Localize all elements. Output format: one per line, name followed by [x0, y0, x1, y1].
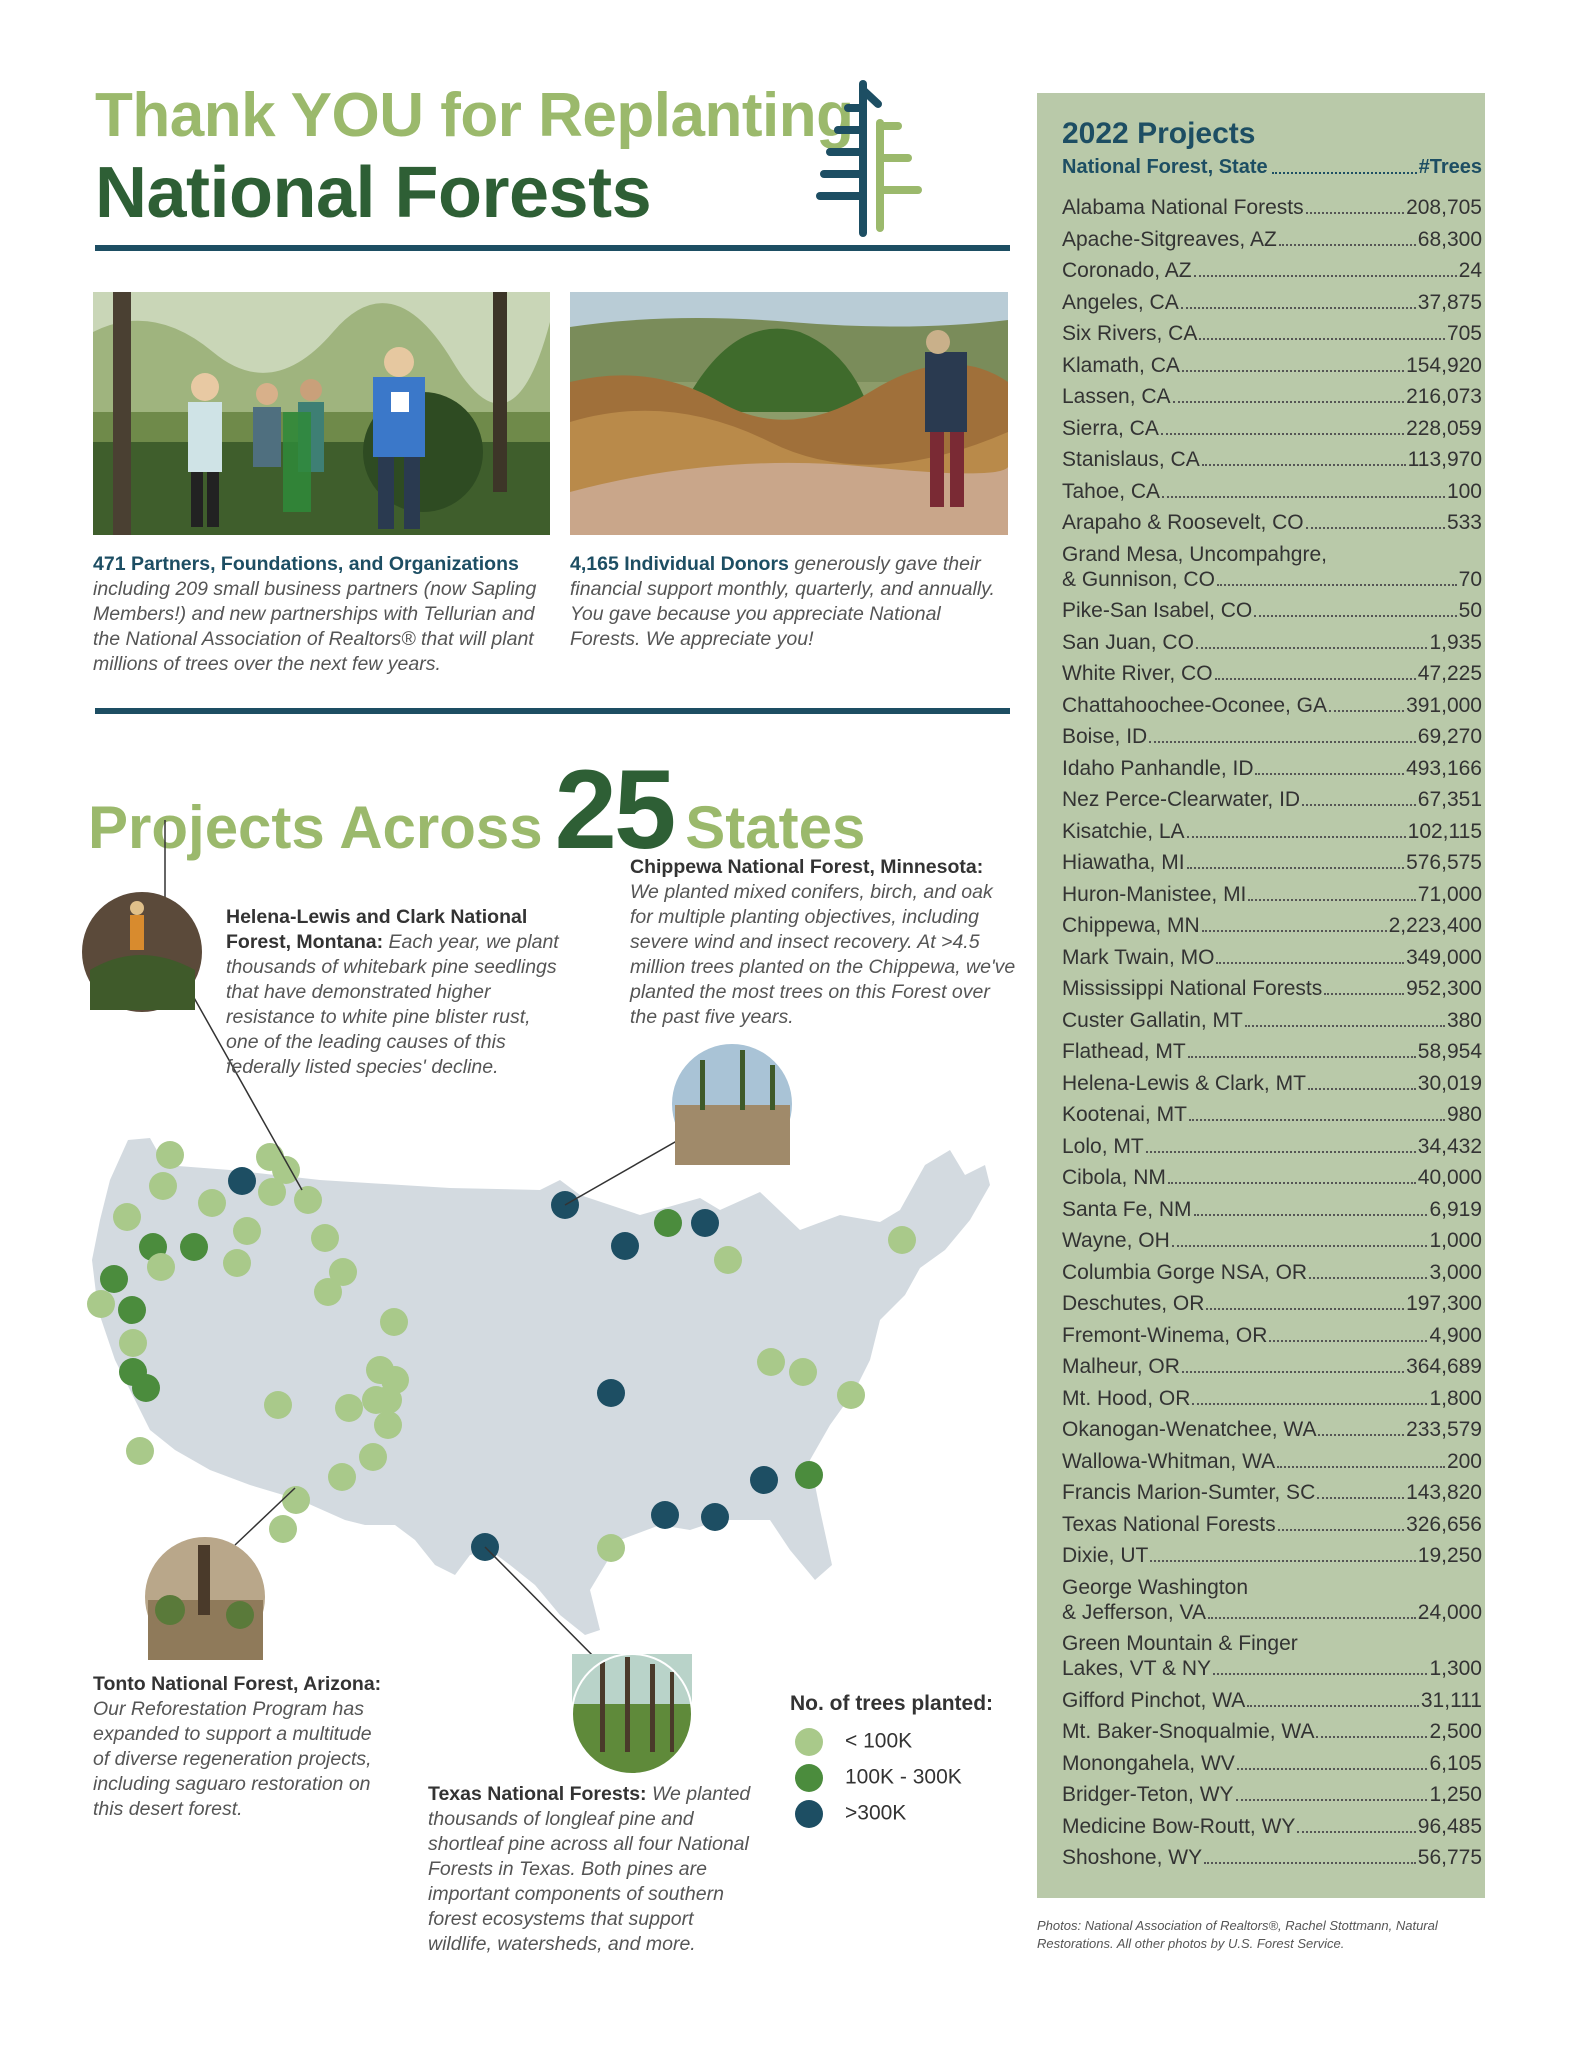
texas-body: We planted thousands of longleaf pine and shortleaf pine across all four National Forests in Texas. Both pines are important components of southern forest ecosystems that support wildlife, watersheds, and more.: [428, 1783, 751, 1955]
project-trees: 228,059: [1406, 416, 1482, 440]
project-trees: 24: [1458, 259, 1482, 282]
project-trees: 326,656: [1406, 1512, 1482, 1536]
project-trees: 143,820: [1406, 1481, 1482, 1504]
project-trees: 391,000: [1406, 693, 1482, 717]
forest-location-dot: [269, 1515, 297, 1543]
project-row: [1062, 479, 1482, 504]
forest-location-dot: [380, 1308, 408, 1336]
project-row: [1062, 1071, 1482, 1096]
project-trees: 40,000: [1417, 1166, 1482, 1189]
project-name: & Gunnison, CO: [1062, 567, 1215, 591]
forest-location-dot: [132, 1374, 160, 1402]
project-name: Lakes, VT & NY: [1062, 1657, 1212, 1680]
legend-dot-icon: [795, 1764, 823, 1792]
project-name: Bridger-Teton, WY: [1062, 1783, 1234, 1806]
project-name: Francis Marion-Sumter, SC: [1062, 1481, 1316, 1504]
project-trees: 102,115: [1407, 819, 1482, 843]
project-name: Lolo, MT: [1062, 1134, 1144, 1158]
project-trees: 6,105: [1429, 1751, 1482, 1775]
project-name: Columbia Gorge NSA, OR: [1062, 1260, 1308, 1284]
forest-location-dot: [714, 1246, 742, 1274]
forest-location-dot: [597, 1379, 625, 1407]
project-row: [1062, 882, 1482, 907]
project-row: [1062, 1102, 1482, 1127]
forest-location-dot: [118, 1296, 146, 1324]
project-name-line1: Grand Mesa, Uncompahgre,: [1062, 542, 1327, 566]
forest-location-dot: [149, 1172, 177, 1200]
project-trees: 4,900: [1429, 1323, 1482, 1347]
project-row: [1062, 1751, 1482, 1776]
project-name: Alabama National Forests: [1062, 196, 1304, 219]
tonto-body: Our Reforestation Program has expanded to support a multitude of diverse regeneration projects, including saguaro restoration on this desert forest.: [93, 1698, 372, 1820]
project-row: [1062, 1260, 1482, 1285]
project-trees: 47,225: [1417, 662, 1482, 685]
project-name: Mt. Baker-Snoqualmie, WA: [1062, 1720, 1315, 1743]
project-name: Fremont-Winema, OR: [1062, 1323, 1268, 1347]
project-trees: 208,705: [1406, 196, 1482, 219]
forest-location-dot: [156, 1141, 184, 1169]
project-trees: 100: [1446, 479, 1482, 503]
project-trees: 67,351: [1417, 788, 1482, 811]
project-trees: 2,500: [1429, 1720, 1482, 1743]
forest-location-dot: [233, 1217, 261, 1245]
project-trees: 2,223,400: [1388, 914, 1482, 937]
project-trees: 1,935: [1429, 630, 1482, 654]
project-name: Lassen, CA: [1062, 385, 1171, 408]
project-row: [1062, 258, 1482, 283]
project-row: [1062, 1008, 1482, 1033]
project-name-line1: Green Mountain & Finger: [1062, 1632, 1298, 1655]
project-row: [1062, 1165, 1482, 1190]
project-row: [1062, 693, 1482, 718]
project-trees: 71,000: [1417, 882, 1482, 906]
project-trees: 980: [1446, 1103, 1482, 1126]
project-trees: 58,954: [1417, 1040, 1482, 1063]
project-row: [1062, 510, 1482, 535]
project-row: [1062, 1291, 1482, 1316]
project-row: [1062, 598, 1482, 623]
project-trees: 233,579: [1406, 1418, 1482, 1441]
project-row: [1062, 1512, 1482, 1537]
project-trees: 533: [1446, 511, 1482, 534]
project-trees: 96,485: [1417, 1814, 1482, 1838]
project-name: Coronado, AZ: [1062, 259, 1192, 282]
projects-panel: [1037, 93, 1485, 1898]
project-row: [1062, 321, 1482, 346]
project-trees: 30,019: [1417, 1071, 1482, 1095]
forest-location-dot: [147, 1253, 175, 1281]
project-trees: 380: [1446, 1008, 1482, 1032]
column-forest: National Forest, State: [1062, 156, 1268, 178]
project-row: [1062, 1134, 1482, 1159]
panel-header: [1062, 156, 1482, 179]
project-name-line1: George Washington: [1062, 1575, 1248, 1599]
panel-title: 2022 Projects: [1062, 117, 1256, 150]
project-row: [1062, 1814, 1482, 1839]
project-trees: 68,300: [1417, 227, 1482, 251]
project-trees: 19,250: [1417, 1544, 1482, 1567]
project-name: Six Rivers, CA: [1062, 322, 1198, 345]
legend-dot-icon: [795, 1800, 823, 1828]
project-trees: 576,575: [1406, 851, 1482, 874]
project-row: [1062, 1688, 1482, 1713]
project-trees: 216,073: [1406, 385, 1482, 408]
chippewa-lead: Chippewa National Forest, Minnesota:: [630, 856, 984, 878]
header-divider: [95, 245, 1010, 251]
project-trees: 705: [1446, 322, 1482, 345]
legend-item-large: [795, 1800, 906, 1828]
project-name: Cibola, NM: [1062, 1166, 1166, 1189]
forest-location-dot: [335, 1394, 363, 1422]
forest-location-dot: [374, 1411, 402, 1439]
project-name: Mt. Hood, OR: [1062, 1386, 1191, 1410]
donors-lead: 4,165 Individual Donors: [570, 553, 789, 575]
project-row: [1062, 913, 1482, 938]
texas-callout: [428, 1782, 758, 1957]
project-row: [1062, 1039, 1482, 1064]
forest-location-dot: [100, 1265, 128, 1293]
section-divider: [95, 708, 1010, 714]
project-name: Texas National Forests: [1062, 1512, 1276, 1536]
forest-location-dot: [750, 1466, 778, 1494]
tonto-photo: [145, 1537, 265, 1660]
forest-location-dot: [789, 1358, 817, 1386]
title-line-1: Thank YOU for Replanting: [95, 81, 854, 150]
project-name: Flathead, MT: [1062, 1040, 1186, 1063]
project-row: [1062, 1631, 1482, 1681]
project-name: Tahoe, CA: [1062, 479, 1161, 503]
project-trees: 349,000: [1406, 945, 1482, 969]
forest-location-dot: [757, 1348, 785, 1376]
project-trees: 6,919: [1429, 1197, 1482, 1221]
project-name: Malheur, OR: [1062, 1355, 1180, 1378]
forest-location-dot: [258, 1178, 286, 1206]
project-row: [1062, 945, 1482, 970]
project-name: Huron-Manistee, MI: [1062, 882, 1247, 906]
project-trees: 34,432: [1417, 1134, 1482, 1158]
project-name: Monongahela, WV: [1062, 1751, 1235, 1775]
project-trees: 56,775: [1417, 1846, 1482, 1869]
project-name: Apache-Sitgreaves, AZ: [1062, 227, 1277, 251]
project-trees: 952,300: [1406, 977, 1482, 1000]
forest-location-dot: [597, 1534, 625, 1562]
project-name: Wallowa-Whitman, WA: [1062, 1449, 1276, 1473]
project-trees: 493,166: [1406, 756, 1482, 780]
donors-caption: [570, 552, 1015, 652]
helena-callout: [226, 905, 566, 1080]
project-name: Shoshone, WY: [1062, 1846, 1203, 1869]
project-row: [1062, 1197, 1482, 1222]
forest-location-dot: [691, 1209, 719, 1237]
project-name: Helena-Lewis & Clark, MT: [1062, 1071, 1306, 1095]
project-trees: 1,800: [1429, 1386, 1482, 1410]
project-row: [1062, 1417, 1482, 1442]
legend-label: < 100K: [845, 1729, 913, 1753]
project-trees: 1,000: [1429, 1229, 1482, 1252]
forest-location-dot: [328, 1463, 356, 1491]
project-name: Kootenai, MT: [1062, 1103, 1187, 1126]
project-row: [1062, 1719, 1482, 1744]
project-row: [1062, 1845, 1482, 1870]
forest-location-dot: [654, 1209, 682, 1237]
column-trees: #Trees: [1418, 156, 1482, 178]
project-row: [1062, 1386, 1482, 1411]
projects-heading-after: States: [685, 794, 866, 861]
photo-credits: Photos: National Association of Realtors®, Rachel Stottmann, Natural Restorations. All other photos by U.S. Forest Service.: [1037, 1918, 1438, 1951]
forest-location-dot: [294, 1186, 322, 1214]
project-trees: 154,920: [1406, 353, 1482, 377]
project-name: San Juan, CO: [1062, 630, 1194, 654]
forest-location-dot: [228, 1167, 256, 1195]
legend-label: >300K: [845, 1801, 907, 1825]
project-trees: 197,300: [1406, 1292, 1482, 1315]
project-trees: 70: [1458, 567, 1482, 591]
project-row: [1062, 1354, 1482, 1379]
project-row: [1062, 1543, 1482, 1568]
texas-photo-circle: [570, 1652, 694, 1781]
project-name: Medicine Bow-Routt, WY: [1062, 1814, 1296, 1838]
project-row: [1062, 353, 1482, 378]
forest-location-dot: [651, 1501, 679, 1529]
project-trees: 69,270: [1417, 725, 1482, 748]
forest-location-dot: [264, 1391, 292, 1419]
project-row: [1062, 1575, 1482, 1625]
project-name: Angeles, CA: [1062, 290, 1179, 314]
project-row: [1062, 630, 1482, 655]
project-name: Hiawatha, MI: [1062, 851, 1185, 874]
project-row: [1062, 1480, 1482, 1505]
donors-body: generously gave their financial support monthly, quarterly, and annually. You gave because you appreciate National Forests. We appreciate you!: [570, 553, 995, 650]
project-name: & Jefferson, VA: [1062, 1600, 1206, 1624]
partners-body: including 209 small business partners (now Sapling Members!) and new partnerships with Tellurian and the National Association of Realtors® that will plant millions of trees over the next few years.: [93, 578, 537, 675]
forest-location-dot: [611, 1232, 639, 1260]
forest-location-dot: [701, 1503, 729, 1531]
project-row: [1062, 724, 1482, 749]
tonto-callout: [93, 1672, 393, 1822]
forest-location-dot: [837, 1381, 865, 1409]
partners-caption: [93, 552, 553, 677]
project-name: Chippewa, MN: [1062, 914, 1200, 937]
project-name: Arapaho & Roosevelt, CO: [1062, 511, 1304, 534]
partners-lead: 471 Partners, Foundations, and Organizations: [93, 553, 519, 575]
legend-item-medium: [795, 1764, 962, 1792]
project-row: [1062, 787, 1482, 812]
project-trees: 1,250: [1429, 1783, 1482, 1806]
legend-item-small: [795, 1728, 912, 1756]
project-row: [1062, 850, 1482, 875]
projects-heading-number: 25: [554, 747, 674, 872]
project-name: Chattahoochee-Oconee, GA: [1062, 693, 1328, 717]
project-name: Gifford Pinchot, WA: [1062, 1688, 1246, 1712]
forest-location-dot: [87, 1290, 115, 1318]
project-row: [1062, 416, 1482, 441]
project-row: [1062, 384, 1482, 409]
forest-location-dot: [362, 1386, 390, 1414]
project-name: Deschutes, OR: [1062, 1292, 1205, 1315]
forest-location-dot: [311, 1224, 339, 1252]
helena-photo: [82, 892, 202, 1012]
project-row: [1062, 661, 1482, 686]
forest-location-dot: [888, 1226, 916, 1254]
project-row: [1062, 447, 1482, 472]
project-name: Nez Perce-Clearwater, ID: [1062, 788, 1301, 811]
chippewa-callout: [630, 855, 1020, 1030]
project-row: [1062, 1449, 1482, 1474]
project-trees: 364,689: [1406, 1355, 1482, 1378]
project-trees: 113,970: [1407, 448, 1482, 471]
project-trees: 37,875: [1417, 290, 1482, 314]
tree-logo-icon: [808, 78, 928, 243]
project-name: Pike-San Isabel, CO: [1062, 599, 1253, 622]
project-row: [1062, 756, 1482, 781]
chippewa-photo: [672, 1044, 792, 1165]
forest-location-dot: [314, 1278, 342, 1306]
project-name: Kisatchie, LA: [1062, 819, 1185, 843]
chippewa-body: We planted mixed conifers, birch, and oak for multiple planting objectives, including severe wind and insect recovery. At >4.5 million trees planted on the Chippewa, we've planted the most trees on this Forest over the past five years.: [630, 881, 1016, 1028]
project-row: [1062, 1782, 1482, 1807]
forest-location-dot: [198, 1189, 226, 1217]
forest-location-dot: [795, 1461, 823, 1489]
project-name: Mississippi National Forests: [1062, 977, 1323, 1000]
forest-location-dot: [126, 1437, 154, 1465]
forest-location-dot: [223, 1249, 251, 1277]
texas-lead: Texas National Forests:: [428, 1783, 647, 1805]
project-row: [1062, 1323, 1482, 1348]
project-row: [1062, 290, 1482, 315]
project-name: Idaho Panhandle, ID: [1062, 756, 1254, 780]
project-trees: 1,300: [1429, 1657, 1482, 1680]
project-name: Klamath, CA: [1062, 353, 1180, 377]
project-name: Okanogan-Wenatchee, WA: [1062, 1418, 1317, 1441]
project-row: [1062, 542, 1482, 592]
project-row: [1062, 195, 1482, 220]
project-trees: 3,000: [1429, 1260, 1482, 1284]
helena-body: Each year, we plant thousands of whitebark pine seedlings that have demonstrated higher resistance to white pine blister rust, one of the leading causes of this federally listed species' decline.: [226, 931, 559, 1078]
project-trees: 31,111: [1420, 1688, 1482, 1712]
project-row: [1062, 227, 1482, 252]
legend-dot-icon: [795, 1728, 823, 1756]
project-name: Sierra, CA: [1062, 416, 1159, 440]
legend-label: 100K - 300K: [845, 1765, 962, 1789]
title-line-2: National Forests: [95, 153, 652, 233]
project-row: [1062, 976, 1482, 1001]
partners-photo: [93, 292, 550, 535]
project-name: White River, CO: [1062, 662, 1213, 685]
project-name: Santa Fe, NM: [1062, 1197, 1192, 1221]
helena-lead: Helena-Lewis and Clark National Forest, Montana:: [226, 906, 528, 953]
project-name: Stanislaus, CA: [1062, 448, 1200, 471]
project-name: Mark Twain, MO: [1062, 945, 1215, 969]
project-name: Dixie, UT: [1062, 1544, 1149, 1567]
project-name: Wayne, OH: [1062, 1229, 1170, 1252]
project-row: [1062, 819, 1482, 844]
project-name: Custer Gallatin, MT: [1062, 1008, 1243, 1032]
project-trees: 24,000: [1417, 1600, 1482, 1624]
project-row: [1062, 1228, 1482, 1253]
project-trees: 200: [1446, 1449, 1482, 1473]
project-trees: 50: [1458, 599, 1482, 622]
donors-photo: [570, 292, 1008, 535]
project-name: Boise, ID: [1062, 725, 1148, 748]
forest-location-dot: [180, 1233, 208, 1261]
legend-title: No. of trees planted:: [790, 1692, 994, 1715]
projects-heading-before: Projects Across: [88, 794, 543, 861]
tonto-lead: Tonto National Forest, Arizona:: [93, 1673, 382, 1695]
forest-location-dot: [282, 1486, 310, 1514]
forest-location-dot: [113, 1203, 141, 1231]
forest-location-dot: [359, 1443, 387, 1471]
forest-location-dot: [119, 1329, 147, 1357]
